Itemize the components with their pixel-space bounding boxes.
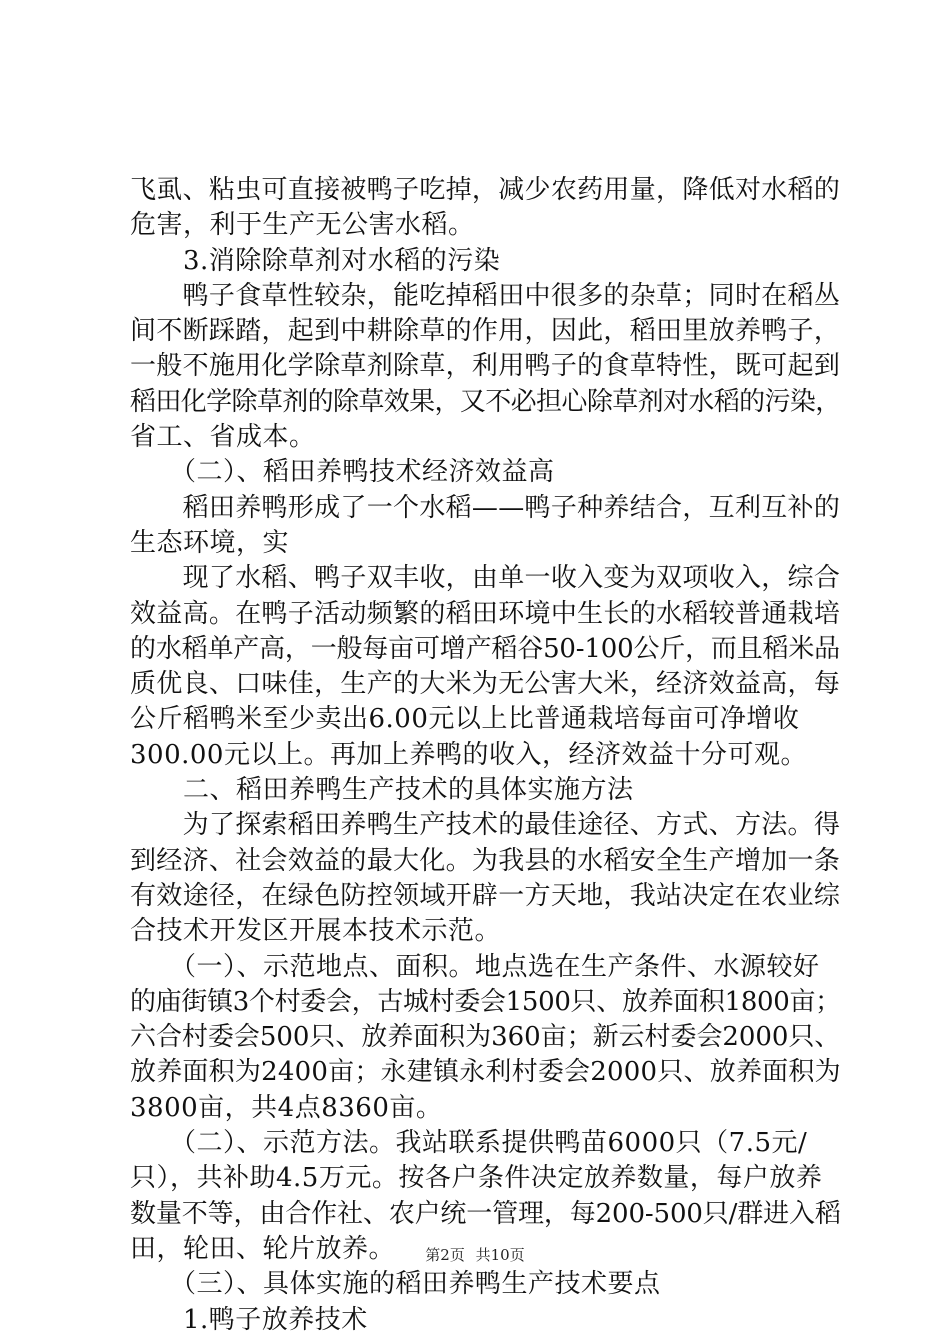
text-line: 只），共补助4.5万元。按各户条件决定放养数量，每户放养 — [130, 1163, 823, 1194]
text-line: 1.鸭子放养技术 — [130, 1304, 368, 1335]
text-line: 放养面积为2400亩；永建镇永利村委会2000只、放养面积为 — [130, 1057, 841, 1088]
text-line: 危害，利于生产无公害水稻。 — [130, 210, 475, 241]
text-line: （一）、示范地点、面积。地点选在生产条件、水源较好 — [130, 951, 820, 982]
text-line: 的庙街镇3个村委会，古城村委会1500只、放养面积1800亩； — [130, 986, 841, 1017]
text-line: 3800亩，共4点8360亩。 — [130, 1092, 443, 1123]
text-line: 间不断踩踏，起到中耕除草的作用，因此，稻田里放养鸭子， — [130, 316, 841, 347]
text-line: 现了水稻、鸭子双丰收，由单一收入变为双项收入，综合 — [130, 563, 841, 594]
text-line: （三）、具体实施的稻田养鸭生产技术要点 — [130, 1269, 661, 1300]
text-line: （二）、稻田养鸭技术经济效益高 — [130, 457, 555, 488]
page-total: 共10页 — [475, 1246, 525, 1264]
text-line: 鸭子食草性较杂，能吃掉稻田中很多的杂草；同时在稻丛 — [130, 280, 841, 311]
text-line: 到经济、社会效益的最大化。为我县的水稻安全生产增加一条 — [130, 845, 841, 876]
text-line: 质优良、口味佳，生产的大米为无公害大米，经济效益高，每 — [130, 669, 841, 700]
text-line: 300.00元以上。再加上养鸭的收入，经济效益十分可观。 — [130, 739, 807, 770]
text-line: 一般不施用化学除草剂除草，利用鸭子的食草特性，既可起到 — [130, 351, 841, 382]
text-line: 飞虱、粘虫可直接被鸭子吃掉，减少农药用量，降低对水稻的 — [130, 175, 841, 205]
text-line: 稻田养鸭形成了一个水稻——鸭子种养结合，互利互补的 — [130, 492, 841, 523]
text-line: 合技术开发区开展本技术示范。 — [130, 916, 502, 947]
text-line: 3.消除除草剂对水稻的污染 — [130, 245, 501, 276]
text-line: 田，轮田、轮片放养。 — [130, 1233, 396, 1264]
text-line: 的水稻单产高，一般每亩可增产稻谷50-100公斤，而且稻米品 — [130, 633, 840, 664]
text-line: 数量不等，由合作社、农户统一管理，每200-500只/群进入稻 — [130, 1198, 841, 1229]
text-line: 省工、省成本。 — [130, 422, 316, 453]
text-line: 有效途径，在绿色防控领域开辟一方天地，我站决定在农业综 — [130, 880, 841, 911]
page-number: 第2页 — [425, 1246, 465, 1264]
text-line: 公斤稻鸭米至少卖出6.00元以上比普通栽培每亩可净增收 — [130, 704, 800, 735]
text-line: 效益高。在鸭子活动频繁的稻田环境中生长的水稻较普通栽培 — [130, 598, 841, 629]
text-line: 六合村委会500只、放养面积为360亩；新云村委会2000只、 — [130, 1022, 841, 1053]
text-line: 二、稻田养鸭生产技术的具体实施方法 — [130, 775, 634, 806]
document-body — [130, 173, 842, 1338]
text-line: 稻田化学除草剂的除草效果，又不必担心除草剂对水稻的污染， — [130, 386, 841, 417]
page-footer — [0, 1245, 950, 1265]
text-line: （二）、示范方法。我站联系提供鸭苗6000只（7.5元/ — [130, 1128, 808, 1159]
text-line: 生态环境，实 — [130, 527, 290, 558]
text-line: 为了探索稻田养鸭生产技术的最佳途径、方式、方法。得 — [130, 810, 841, 841]
